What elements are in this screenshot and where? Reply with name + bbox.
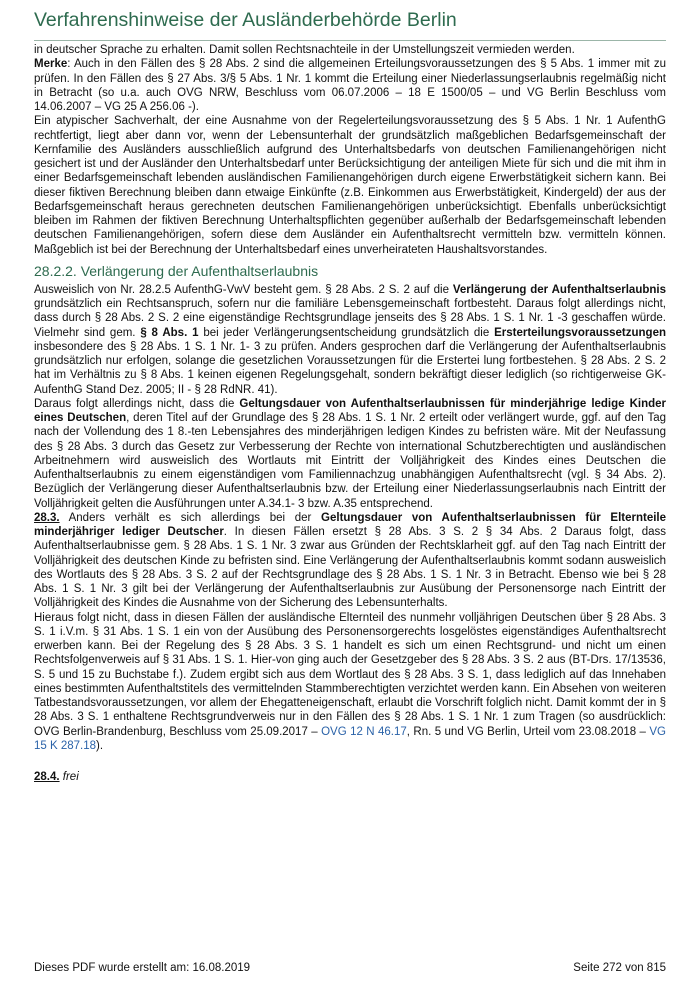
title-divider <box>34 40 666 41</box>
paragraph-text: , deren Titel auf der Grundlage des § 28 Abs. 1 S. 1 Nr. 2 erteilt oder verlängert wurde, ggf. auf den Tag nach der Vollendung des 1 8.-ten Lebensjahres des minderjährigen ledigen Kindes zu befristen wäre. Mit der Neufassung des § 28 Abs. 3 durch das Gesetz zur Verbesserung der Rechte von international Schutzberechtigten und ausländischen Arbeitnehmern wird ausweislich des Wortlauts mit Eintritt der Volljährigkeit des Kindes eines Deutschen die Aufenthaltserlaubnis zu einem eigenständigen vom Familiennachzug unabhängigen Aufenthaltsrecht (vgl. § 34 Abs. 2). Bezüglich der Verlängerung dieser Aufenthaltserlaubnis bzw. der Erteilung einer Niederlassungserlaubnis nach Eintritt der Volljährigkeit gelten die Ausführungen unter A.34.1- 3 bzw. A.35 entsprechend. <box>34 412 666 510</box>
paragraph-text: , Rn. 5 und VG Berlin, Urteil vom 23.08.2018 – <box>406 725 650 738</box>
paragraph-text: ). <box>96 739 104 752</box>
paragraph-text: Ein atypischer Sachverhalt, der eine Ausnahme von der Regelerteilungsvoraussetzung des § 5 Abs. 1 Nr. 1 AufenthG rechtfertigt, liegt aber dann vor, wenn der Lebensunterhalt der grundsätzlich maßgeblichen Bedarfsgemeinschaft der Kernfamilie des Ausländers ausschließlich aufgrund des Unterhaltsbedarfs von deutschen Familienangehörigen nicht gesichert ist und der Ausländer den Unterhaltsbedarf unter Berücksichtigung der anteiligen Miete für sich und die mit ihm in einer Bedarfsgemeinschaft lebenden ausländischen Familienangehörigen durch eigene Erwerbstätigkeit sichern kann. Bei dieser fiktiven Berechnung bleiben dann etwaige Einkünfte (z.B. Einkommen aus Erwerbstätigkeit, Kindergeld) der aus der Bedarfsgemeinschaft heraus gerechneten deutschen Familienangehörigen unberücksichtigt. Ebenfalls unberücksichtigt bleiben im Rahmen der fiktiven Berechnung Unterhaltspflichten gegenüber außerhalb der Bedarfsgemeinschaft lebenden deutschen Familienangehörigen, sofern diese dem Ausländer ein Aufenthaltsrecht vermitteln bzw. vermitteln können. Maßgeblich ist bei der Berechnung der Unterhaltsbedarf eines unverheirateten Haushaltsvorstandes. <box>34 115 666 256</box>
merke-label: Merke <box>34 58 68 71</box>
paragraph-spacer <box>34 753 666 770</box>
paragraph-intro <box>34 43 666 57</box>
paragraph-text: Anders verhält es sich allerdings bei der <box>59 511 322 524</box>
document-body <box>34 43 666 784</box>
paragraph-hieraus <box>34 611 666 754</box>
paragraph-28-4 <box>34 770 666 784</box>
bold-term: Ersterteilungsvoraussetzungen <box>494 326 666 339</box>
paragraph-text: in deutscher Sprache zu erhalten. Damit sollen Rechtsnachteile in der Umstellungszeit vermieden werden. <box>34 44 575 56</box>
bold-term: Verlängerung der Aufenthaltserlaubnis <box>452 283 666 296</box>
paragraph-merke <box>34 57 666 114</box>
bold-term: Geltungsdauer von Aufenthaltserlaubnissen für minderjährige ledige Kinder eines Deutschen <box>34 397 667 424</box>
footer-created-date: Dieses PDF wurde erstellt am: 16.08.2019 <box>34 962 251 974</box>
paragraph-atypical <box>34 114 666 257</box>
paragraph-text: Hieraus folgt nicht, dass in diesen Fällen der ausländische Elternteil des nunmehr volljährigen Deutschen über § 28 Abs. 3 S. 1 i.V.m. § 31 Abs. 1 S. 1 ein von der Ausübung des Personensorgerechts losgelöstes eigenständiges Aufenthaltsrecht erwerben kann. Bei der Regelung des § 28 Abs. 3 S. 1 handelt es sich um einen Rechtsgrund- und nicht um einen Rechtsfolgenverweis auf § 31 Abs. 1 S. 1. Hier-von ging auch der Gesetzgeber des § 28 Abs. 3 S. 2 aus (BT-Drs. 17/13536, S. 5 und 15 zu Buchstabe f.). Zudem ergibt sich aus dem Wortlaut des § 28 Abs. 3 S. 1, dass lediglich auf das Innehaben eines bestimmten Aufenthaltstitels des vermittelnden Stammberechtigten verzichtet werden kann. Ein Absehen von weiteren Tatbestandsvoraussetzungen, vor allem der Ehegatteneigenschaft, erlaubt die Vorschrift folglich nicht. Damit kommt der in § 28 Abs. 3 S. 1 enthaltene Rechtsgrundverweis nur in den Fällen des § 28 Abs. 1 S. 1 Nr. 1 zum Tragen (so ausdrücklich: OVG Berlin-Brandenburg, Beschluss vom 25.09.2017 – <box>34 611 666 738</box>
paragraph-28-3 <box>34 511 666 611</box>
paragraph-geltungsdauer-kinder <box>34 397 666 511</box>
paragraph-text: Daraus folgt allerdings nicht, dass die <box>34 397 240 410</box>
vg-reference-link[interactable]: VG 15 K 287.18 <box>34 725 666 752</box>
page-title: Verfahrenshinweise der Ausländerbehörde Berlin <box>34 9 457 31</box>
bold-term: § 8 Abs. 1 <box>140 326 199 339</box>
section-heading: 28.2.2. Verlängerung der Aufenthaltserlaubnis <box>34 262 319 279</box>
paragraph-text: frei <box>62 771 79 783</box>
paragraph-text: Ausweislich von Nr. 28.2.5 AufenthG-VwV besteht gem. § 28 Abs. 2 S. 2 auf die <box>34 283 453 296</box>
paragraph-text: . In diesen Fällen ersetzt § 28 Abs. 3 S. 2 § 34 Abs. 2 Daraus folgt, dass Aufenthaltserlaubnisse gem. § 28 Abs. 1 S. 1 Nr. 3 zwar aus Gründen der Rechtsklarheit ggf. auf den Tag nach Eintritt der Volljährigkeit des deutschen Kinde zu befristen sind. Eine Verlängerung der Aufenthaltserlaubnis kommt sodann ausweislich des Wortlauts des § 28 Abs. 3 S. 2 auf der Rechtsgrundlage des § 28 Abs. 1 S. 1 Nr. 3 in Betracht. Ebenso wie bei § 28 Abs. 1 S. 1 Nr. 3 gilt bei der Verlängerung der Aufenthaltserlaubnis zur Ausübung der Personensorge nach Eintritt der Volljährigkeit des Kindes die Ausnahme von der Sicherung des Lebensunterhalts. <box>34 526 666 610</box>
section-number: 28.3. <box>34 511 60 524</box>
ovg-reference-link[interactable]: OVG 12 N 46.17 <box>321 725 407 738</box>
paragraph-text: bei jeder Verlängerungsentscheidung grundsätzlich die <box>198 326 495 339</box>
paragraph-text: : Auch in den Fällen des § 28 Abs. 2 sind die allgemeinen Erteilungsvoraussetzungen des § 5 Abs. 1 immer mit zu prüfen. In den Fällen des § 27 Abs. 3/§ 5 Abs. 1 Nr. 1 kommt die Erteilung einer Niederlassungserlaubnis regelmäßig nicht in Betracht (so u.a. auch OVG NRW, Beschluss vom 06.07.2006 – 18 E 1500/05 – und VG Berlin Beschluss vom 14.06.2007 – VG 25 A 256.06 -). <box>34 58 666 113</box>
footer-page-number: Seite 272 von 815 <box>573 962 666 974</box>
paragraph-text: insbesondere des § 28 Abs. 1 S. 1 Nr. 1- 3 zu prüfen. Anders gesprochen darf die Verlängerung der Aufenthaltserlaubnis grundsätzlich nur erfolgen, solange die gesetzlichen Voraussetzungen für die Erstertei lung fortbestehen. § 28 Abs. 2 S. 2 hat im Verhältnis zu § 8 Abs. 1 keinen eigenen Regelungsgehalt, sondern bekräftigt dieser lediglich (so richtigerweise GK-AufenthG Stand Dez. 2005; II - § 28 RdNR. 41). <box>34 340 666 396</box>
section-number: 28.4. <box>34 771 60 783</box>
paragraph-text: grundsätzlich ein Rechtsanspruch, sofern nur die familiäre Lebensgemeinschaft fortbesteht. Daraus folgt allerdings nicht, dass durch § 28 Abs. 2 S. 2 eine eigenständige Rechtsgrundlage jenseits des § 28 Abs. 1 S. 1 Nr. 1 -3 geschaffen würde. Vielmehr sind gem. <box>34 298 666 339</box>
paragraph-verlaengerung <box>34 283 666 397</box>
bold-term: Geltungsdauer von Aufenthaltserlaubnissen für Elternteile minderjähriger lediger Deutscher <box>34 511 666 538</box>
